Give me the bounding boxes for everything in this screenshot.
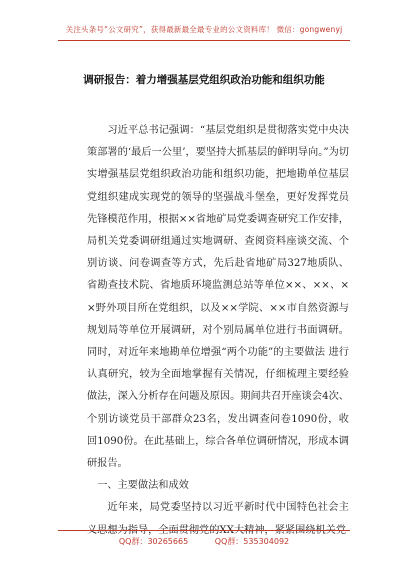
header-divider xyxy=(58,40,350,41)
footer-divider xyxy=(58,530,350,531)
footer-qq-group-2: QQ群：535304092 xyxy=(214,537,290,546)
document-title: 调研报告：着力增强基层党组织政治功能和组织功能 xyxy=(83,74,325,86)
body-paragraph-closing: 近年来，局党委坚持以习近平新时代中国特色社会主义思想为指导，全面贯彻党的XX大精神，紧紧围绕机关党 xyxy=(87,502,349,536)
footer-qq-group-1: QQ群：30265665 xyxy=(118,537,189,546)
header-banner: 关注头条号“公文研究”，获得最新最全最专业的公文资料库！ 微信：gongwenyj xyxy=(65,25,343,34)
body-paragraph: 习近平总书记强调：“基层党组织是贯彻落实党中央决策部署的‘最后一公里’，要坚持大抓基层的鲜明导向。”为切实增强基层党组织政治功能和组织功能，把地勘单位基层党组织建成实现党的领导的坚强战斗堡垒，更好发挥党员先锋模范作用，根据××省地矿局党委调查研究工作安排，局机关党委调研组通过实地调研、查阅资料座谈交流、个别访谈、问卷调查等方式，先后赴省地矿局327地质队、省勘查技术院、省地质环境监测总站等单位××、××、××野外项目所在党组织，以及××学院、××市自然资源与规划局等单位开展调研，对个别局属单位进行书面调研。同时，对近年来地勘单位增强“两个功能”的主要做法 进行认真研究，较为全面地掌握有关情况，仔细梳理主要经验做法，深入分析存在问题及原因。期间共召开座谈会4次、个别访谈党员干部群众23名，发出调查问卷1090份，收回1090份。在此基础上，综合各单位调研情况，形成本调研报告。 xyxy=(87,125,349,470)
document-body xyxy=(87,120,349,542)
section-heading: 一、主要做法和成效 xyxy=(97,480,189,492)
footer xyxy=(0,536,408,547)
